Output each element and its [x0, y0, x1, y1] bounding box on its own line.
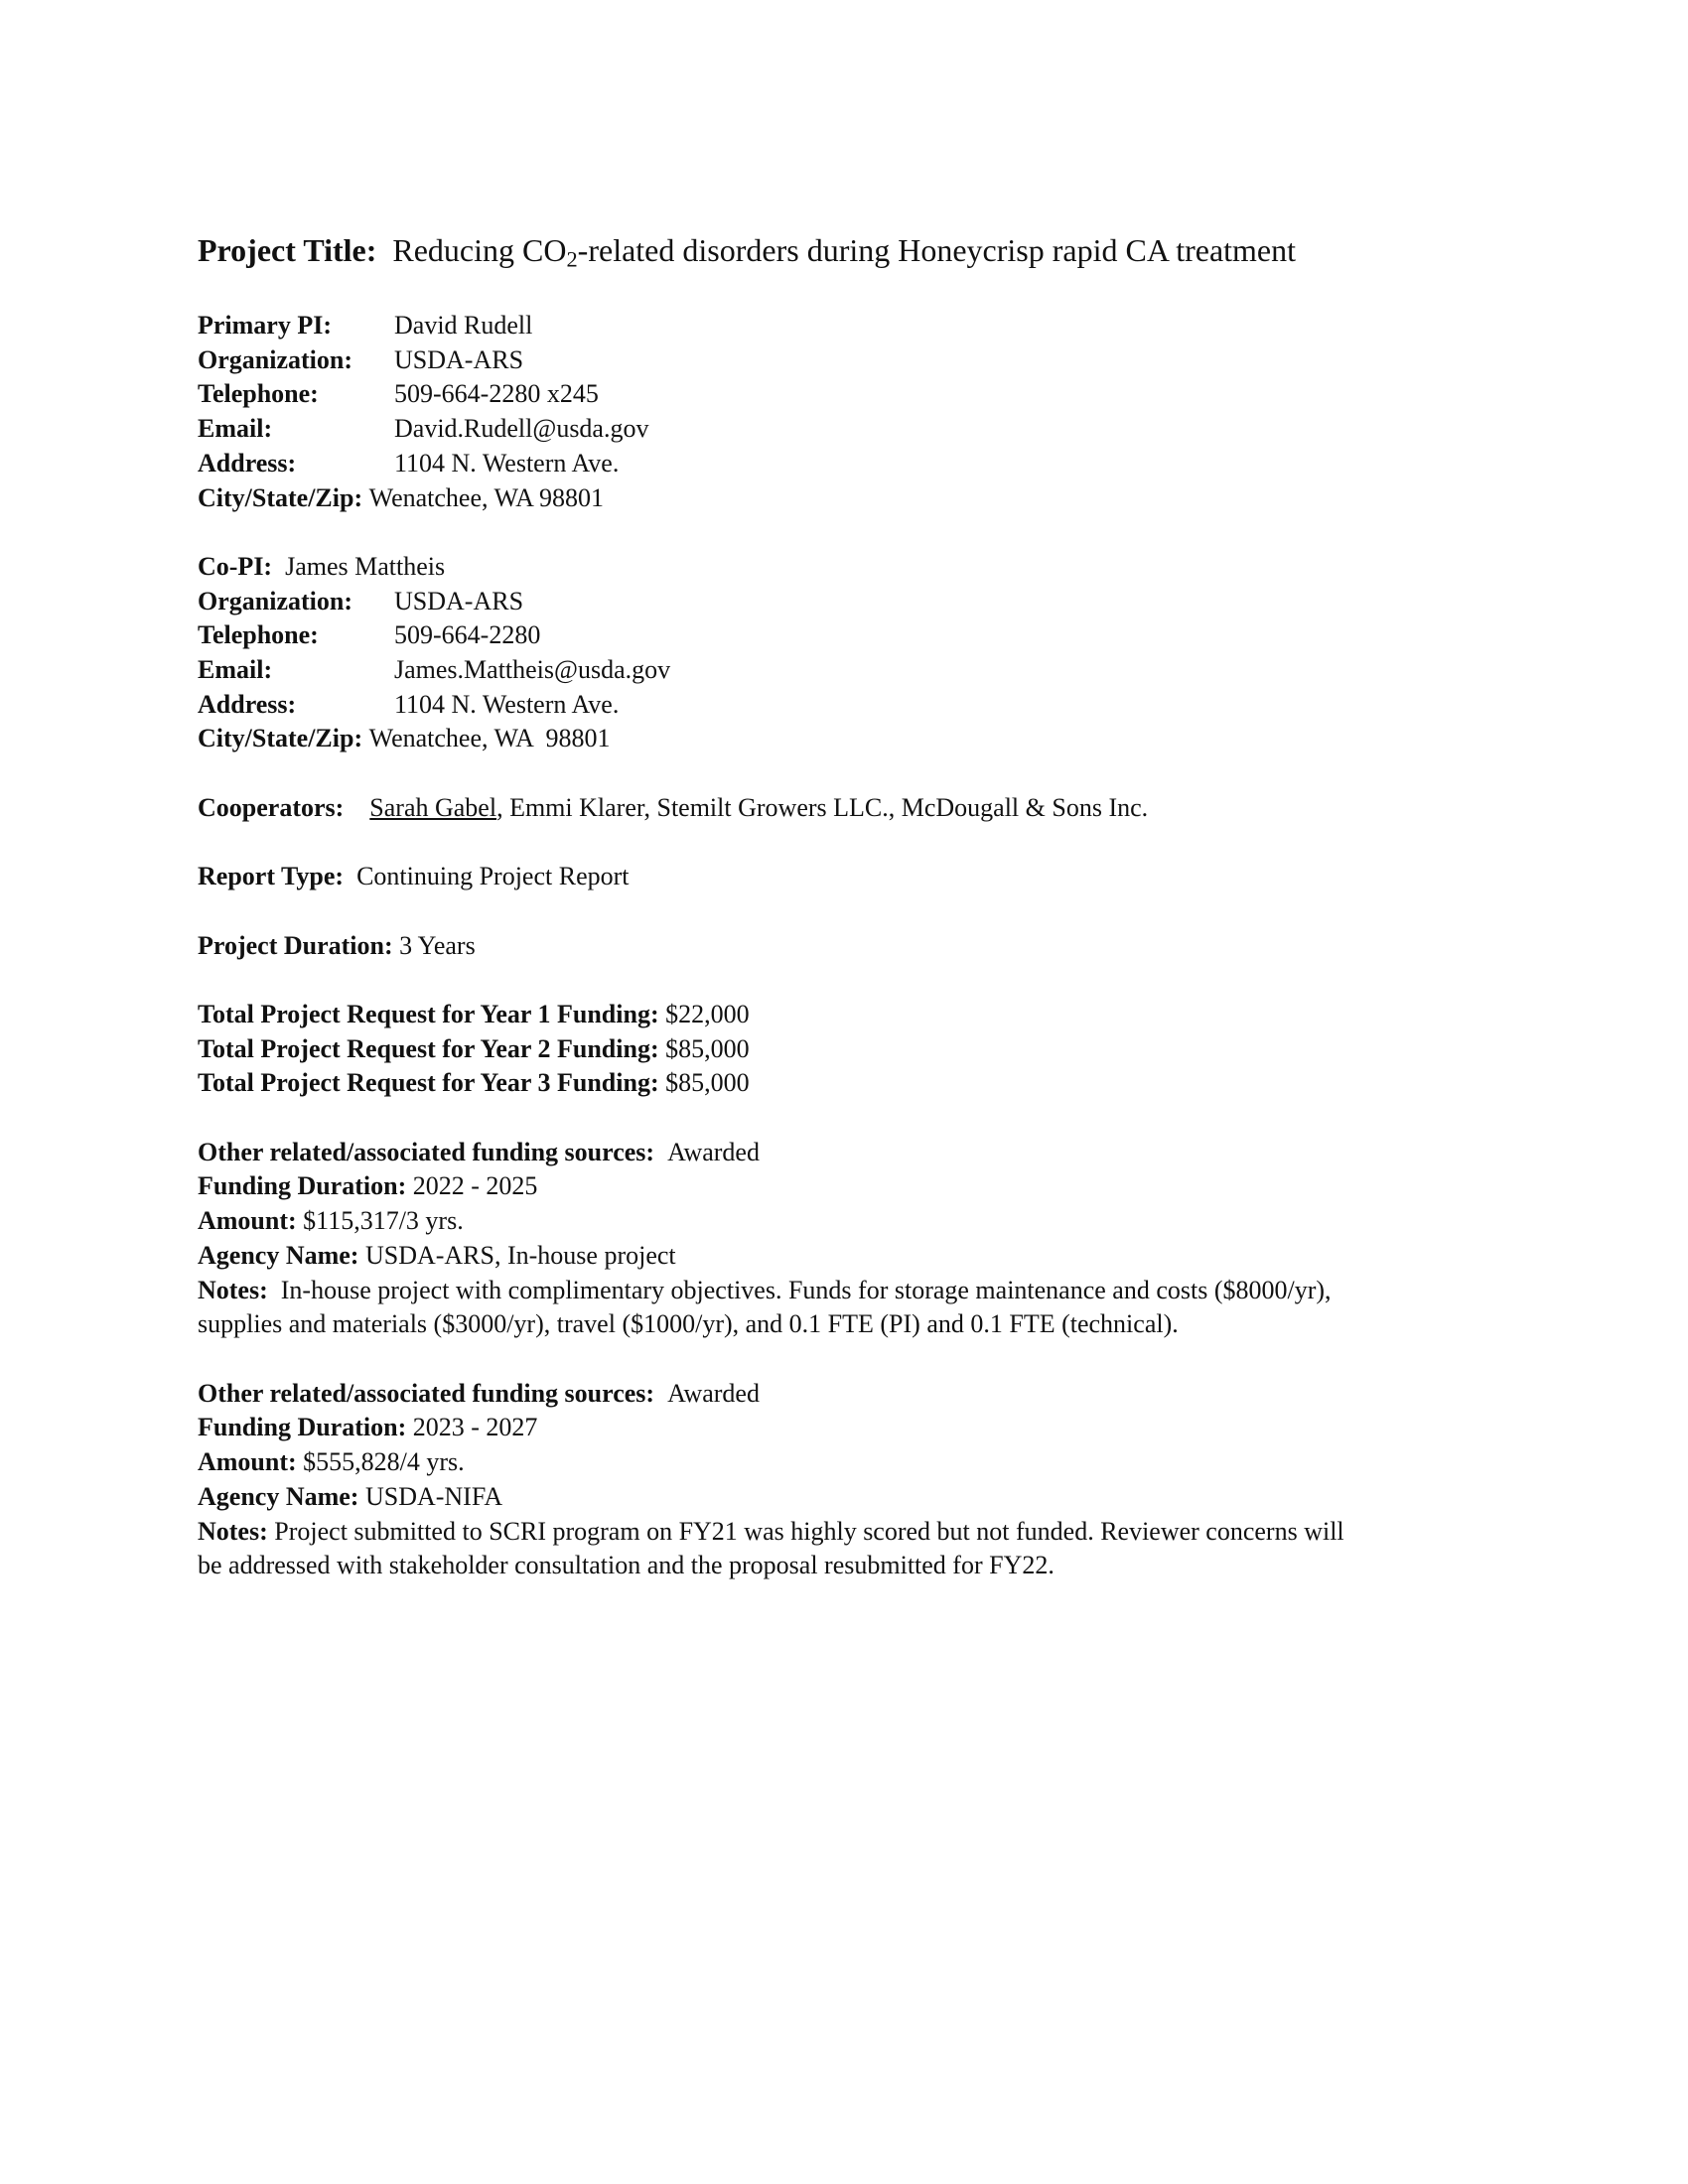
project-duration-row: Project Duration: 3 Years: [198, 930, 476, 960]
co-pi-city-row: City/State/Zip: Wenatchee, WA 98801: [198, 724, 611, 753]
project-title-label: Project Title:: [198, 232, 377, 268]
co-pi-email-row: Email: James.Mattheis@usda.gov: [198, 653, 1488, 688]
agency-name-row: Agency Name: USDA-NIFA: [198, 1481, 503, 1511]
co-pi-organization-row: Organization: USDA-ARS: [198, 586, 524, 615]
funding-amount-row: Amount: $555,828/4 yrs.: [198, 1447, 465, 1477]
primary-pi-city-row: City/State/Zip: Wenatchee, WA 98801: [198, 482, 605, 512]
funding-notes: Notes: In-house project with complimentary objectives. Funds for storage maintenance and costs ($8000/yr), supplies and materials ($3000/yr), travel ($1000/yr), and 0.1 FTE (PI) and 0.1 FTE (technical).: [198, 1275, 1332, 1339]
project-title-text: Reducing $CO_2$-related disorders during Honeycrisp rapid CA treatment: [392, 232, 1297, 272]
primary-pi-address-row: Address: 1104 N. Western Ave.: [198, 448, 620, 478]
project-title: [198, 230, 1488, 271]
co-pi-telephone-row: Telephone: 509-664-2280: [198, 620, 541, 650]
co-pi-name: James Mattheis: [285, 551, 446, 581]
primary-pi-email: David.Rudell@usda.gov: [394, 414, 649, 444]
co-pi-block: [198, 550, 1488, 756]
primary-pi-name: David Rudell: [394, 311, 533, 340]
funding-request-year-1: Total Project Request for Year 1 Funding: $22,000: [198, 999, 750, 1028]
co-pi-row: Co-PI: James Mattheis: [198, 550, 1488, 585]
funding-sources-row: Other related/associated funding sources: Awarded: [198, 1378, 760, 1408]
agency-name-row: Agency Name: USDA-ARS, In-house project: [198, 1240, 676, 1270]
primary-pi-organization-row: Organization: USDA-ARS: [198, 344, 524, 374]
co-pi-address-row: Address: 1104 N. Western Ave.: [198, 689, 620, 719]
primary-pi-telephone-row: Telephone: 509-664-2280 x245: [198, 379, 599, 409]
co-pi-email: James.Mattheis@usda.gov: [394, 655, 671, 685]
document-page: [198, 230, 1488, 1583]
other-funding-2: [198, 1377, 1488, 1583]
funding-amount-row: Amount: $115,317/3 yrs.: [198, 1206, 464, 1236]
funding-request-year-2: Total Project Request for Year 2 Funding: $85,000: [198, 1033, 750, 1063]
primary-pi-row: Primary PI: David Rudell: [198, 309, 1488, 343]
report-type-row: Report Type: Continuing Project Report: [198, 862, 630, 891]
primary-pi-block: [198, 309, 1488, 515]
primary-pi-email-row: Email: David.Rudell@usda.gov: [198, 412, 1488, 447]
funding-sources-row: Other related/associated funding sources: Awarded: [198, 1137, 760, 1166]
funding-request-year-3: Total Project Request for Year 3 Funding: $85,000: [198, 1068, 750, 1098]
other-funding-1: [198, 1136, 1488, 1342]
cooperator-link[interactable]: Sarah Gabel: [369, 792, 497, 822]
funding-duration-row: Funding Duration: 2022 - 2025: [198, 1171, 538, 1201]
cooperators-row: Cooperators: Sarah Gabel , Emmi Klarer, Stemilt Growers LLC., McDougall & Sons Inc.: [198, 791, 1488, 826]
funding-requests: [198, 998, 1488, 1101]
funding-notes: Notes: Project submitted to SCRI program on FY21 was highly scored but not funded. Reviewer concerns will be addressed with stakeholder consultation and the proposal resubmitted for FY22.: [198, 1516, 1344, 1580]
funding-duration-row: Funding Duration: 2023 - 2027: [198, 1413, 538, 1442]
